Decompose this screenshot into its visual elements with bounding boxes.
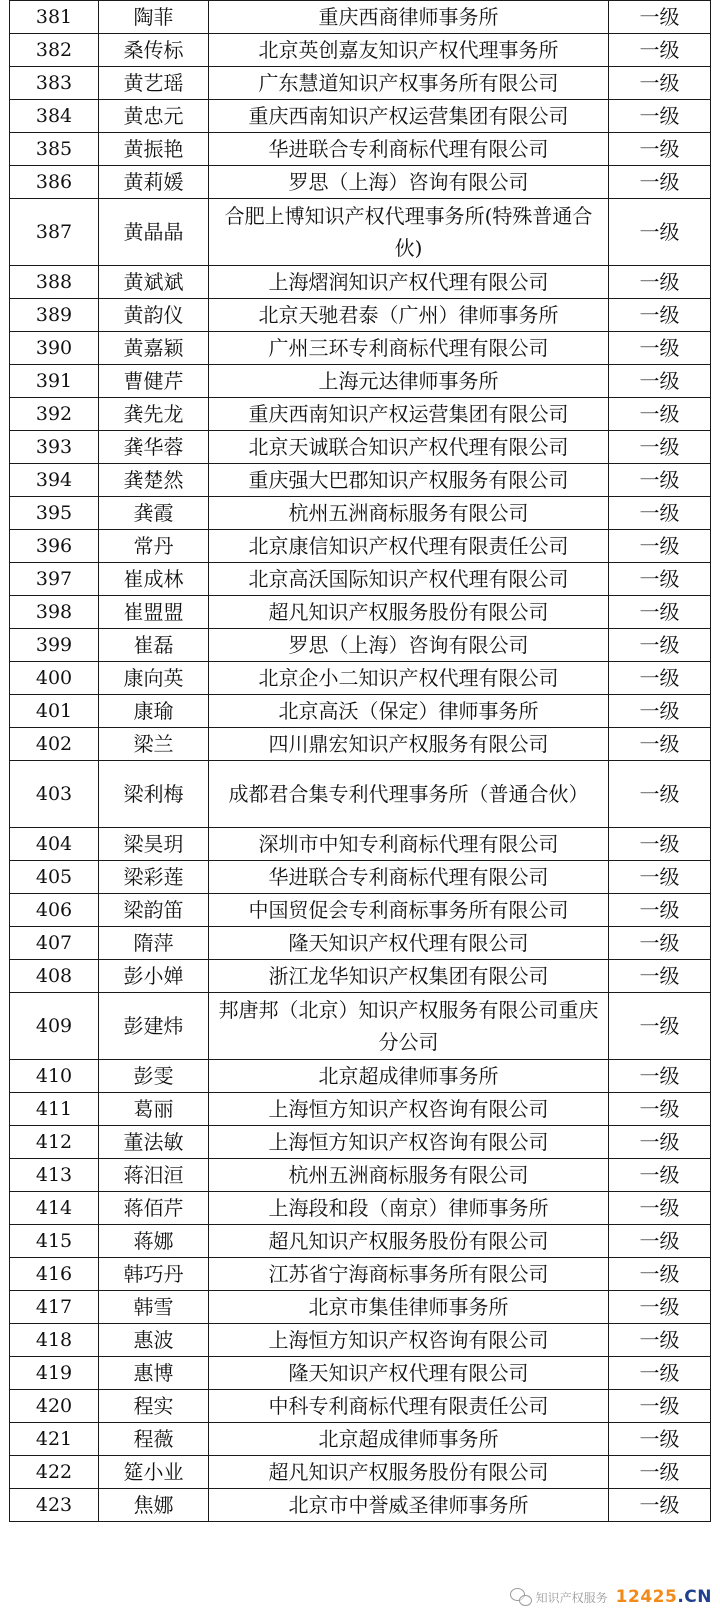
level-cell: 一级: [609, 464, 711, 497]
row-number-cell: 395: [10, 497, 99, 530]
organization-cell: 合肥上博知识产权代理事务所(特殊普通合伙): [209, 199, 609, 266]
row-number-cell: 381: [10, 1, 99, 34]
organization-cell: 罗思（上海）咨询有限公司: [209, 166, 609, 199]
organization-cell: 上海恒方知识产权咨询有限公司: [209, 1126, 609, 1159]
table-row: [10, 596, 711, 629]
member-name-cell: 黄莉媛: [99, 166, 209, 199]
row-number-cell: 411: [10, 1093, 99, 1126]
level-cell: 一级: [609, 1192, 711, 1225]
table-row: [10, 563, 711, 596]
organization-cell: 华进联合专利商标代理有限公司: [209, 861, 609, 894]
member-name-cell: 惠博: [99, 1357, 209, 1390]
member-name-cell: 龚霞: [99, 497, 209, 530]
table-row: [10, 1390, 711, 1423]
organization-cell: 北京市中誉威圣律师事务所: [209, 1489, 609, 1522]
table-row: [10, 398, 711, 431]
row-number-cell: 388: [10, 266, 99, 299]
member-name-cell: 蒋汨洹: [99, 1159, 209, 1192]
member-name-cell: 常丹: [99, 530, 209, 563]
organization-cell: 重庆西商律师事务所: [209, 1, 609, 34]
level-cell: 一级: [609, 563, 711, 596]
organization-cell: 华进联合专利商标代理有限公司: [209, 133, 609, 166]
row-number-cell: 383: [10, 67, 99, 100]
member-name-cell: 董法敏: [99, 1126, 209, 1159]
member-name-cell: 韩雪: [99, 1291, 209, 1324]
row-number-cell: 408: [10, 960, 99, 993]
organization-cell: 浙江龙华知识产权集团有限公司: [209, 960, 609, 993]
level-cell: 一级: [609, 993, 711, 1060]
row-number-cell: 389: [10, 299, 99, 332]
wechat-icon: [510, 1588, 532, 1606]
row-number-cell: 398: [10, 596, 99, 629]
organization-cell: 超凡知识产权服务股份有限公司: [209, 1225, 609, 1258]
table-row: [10, 431, 711, 464]
row-number-cell: 412: [10, 1126, 99, 1159]
table-row: [10, 1291, 711, 1324]
level-cell: 一级: [609, 332, 711, 365]
table-row: [10, 1225, 711, 1258]
logo-number: 12425: [615, 1587, 678, 1607]
member-name-cell: 彭建炜: [99, 993, 209, 1060]
level-cell: 一级: [609, 1357, 711, 1390]
member-name-cell: 梁韵笛: [99, 894, 209, 927]
row-number-cell: 421: [10, 1423, 99, 1456]
table-row: [10, 332, 711, 365]
row-number-cell: 409: [10, 993, 99, 1060]
row-number-cell: 405: [10, 861, 99, 894]
table-row: [10, 695, 711, 728]
level-cell: 一级: [609, 199, 711, 266]
member-name-cell: 彭雯: [99, 1060, 209, 1093]
organization-cell: 罗思（上海）咨询有限公司: [209, 629, 609, 662]
member-name-cell: 梁彩莲: [99, 861, 209, 894]
row-number-cell: 384: [10, 100, 99, 133]
member-table-sheet: [9, 0, 710, 1522]
organization-cell: 四川鼎宏知识产权服务有限公司: [209, 728, 609, 761]
table-row: [10, 1258, 711, 1291]
table-row: [10, 67, 711, 100]
table-row: [10, 1093, 711, 1126]
organization-cell: 北京超成律师事务所: [209, 1060, 609, 1093]
organization-cell: 上海恒方知识产权咨询有限公司: [209, 1324, 609, 1357]
organization-cell: 隆天知识产权代理有限公司: [209, 1357, 609, 1390]
level-cell: 一级: [609, 1423, 711, 1456]
row-number-cell: 407: [10, 927, 99, 960]
row-number-cell: 385: [10, 133, 99, 166]
row-number-cell: 393: [10, 431, 99, 464]
row-number-cell: 402: [10, 728, 99, 761]
level-cell: 一级: [609, 299, 711, 332]
member-name-cell: 梁兰: [99, 728, 209, 761]
organization-cell: 上海熠润知识产权代理有限公司: [209, 266, 609, 299]
table-row: [10, 497, 711, 530]
member-name-cell: 康向英: [99, 662, 209, 695]
organization-cell: 江苏省宁海商标事务所有限公司: [209, 1258, 609, 1291]
organization-cell: 隆天知识产权代理有限公司: [209, 927, 609, 960]
level-cell: 一级: [609, 266, 711, 299]
organization-cell: 上海段和段（南京）律师事务所: [209, 1192, 609, 1225]
row-number-cell: 404: [10, 828, 99, 861]
organization-cell: 北京高沃国际知识产权代理有限公司: [209, 563, 609, 596]
member-name-cell: 葛丽: [99, 1093, 209, 1126]
member-name-cell: 黄振艳: [99, 133, 209, 166]
member-name-cell: 康瑜: [99, 695, 209, 728]
organization-cell: 北京康信知识产权代理有限责任公司: [209, 530, 609, 563]
table-row: [10, 662, 711, 695]
row-number-cell: 399: [10, 629, 99, 662]
row-number-cell: 417: [10, 1291, 99, 1324]
watermark: [510, 1587, 712, 1607]
table-row: [10, 1324, 711, 1357]
table-row: [10, 199, 711, 266]
row-number-cell: 419: [10, 1357, 99, 1390]
member-name-cell: 黄韵仪: [99, 299, 209, 332]
organization-cell: 北京超成律师事务所: [209, 1423, 609, 1456]
row-number-cell: 394: [10, 464, 99, 497]
table-row: [10, 1192, 711, 1225]
row-number-cell: 418: [10, 1324, 99, 1357]
member-name-cell: 惠波: [99, 1324, 209, 1357]
member-name-cell: 黄嘉颖: [99, 332, 209, 365]
organization-cell: 广州三环专利商标代理有限公司: [209, 332, 609, 365]
table-row: [10, 927, 711, 960]
table-row: [10, 1357, 711, 1390]
level-cell: 一级: [609, 1324, 711, 1357]
table-row: [10, 1423, 711, 1456]
table-row: [10, 166, 711, 199]
member-name-cell: 程实: [99, 1390, 209, 1423]
organization-cell: 上海元达律师事务所: [209, 365, 609, 398]
member-name-cell: 曹健芹: [99, 365, 209, 398]
row-number-cell: 397: [10, 563, 99, 596]
table-row: [10, 1456, 711, 1489]
site-logo: [616, 1587, 712, 1607]
level-cell: 一级: [609, 1093, 711, 1126]
row-number-cell: 401: [10, 695, 99, 728]
level-cell: 一级: [609, 1456, 711, 1489]
organization-cell: 超凡知识产权服务股份有限公司: [209, 596, 609, 629]
row-number-cell: 396: [10, 530, 99, 563]
level-cell: 一级: [609, 1258, 711, 1291]
organization-cell: 深圳市中知专利商标代理有限公司: [209, 828, 609, 861]
level-cell: 一级: [609, 431, 711, 464]
table-row: [10, 299, 711, 332]
table-row: [10, 100, 711, 133]
row-number-cell: 406: [10, 894, 99, 927]
level-cell: 一级: [609, 828, 711, 861]
row-number-cell: 414: [10, 1192, 99, 1225]
level-cell: 一级: [609, 1126, 711, 1159]
watermark-text: 知识产权服务: [535, 1590, 608, 1605]
member-name-cell: 蒋佰芹: [99, 1192, 209, 1225]
organization-cell: 上海恒方知识产权咨询有限公司: [209, 1093, 609, 1126]
member-name-cell: 黄斌斌: [99, 266, 209, 299]
level-cell: 一级: [609, 861, 711, 894]
level-cell: 一级: [609, 67, 711, 100]
member-name-cell: 蒋娜: [99, 1225, 209, 1258]
member-table-body: [10, 1, 711, 1522]
table-row: [10, 1126, 711, 1159]
member-name-cell: 桑传标: [99, 34, 209, 67]
member-name-cell: 程薇: [99, 1423, 209, 1456]
member-name-cell: 龚华蓉: [99, 431, 209, 464]
member-name-cell: 黄艺瑶: [99, 67, 209, 100]
row-number-cell: 413: [10, 1159, 99, 1192]
row-number-cell: 415: [10, 1225, 99, 1258]
level-cell: 一级: [609, 34, 711, 67]
member-name-cell: 筵小业: [99, 1456, 209, 1489]
level-cell: 一级: [609, 695, 711, 728]
level-cell: 一级: [609, 1390, 711, 1423]
member-name-cell: 梁利梅: [99, 761, 209, 828]
level-cell: 一级: [609, 166, 711, 199]
level-cell: 一级: [609, 629, 711, 662]
level-cell: 一级: [609, 894, 711, 927]
row-number-cell: 391: [10, 365, 99, 398]
organization-cell: 北京天驰君泰（广州）律师事务所: [209, 299, 609, 332]
level-cell: 一级: [609, 365, 711, 398]
organization-cell: 北京市集佳律师事务所: [209, 1291, 609, 1324]
table-row: [10, 1060, 711, 1093]
organization-cell: 中科专利商标代理有限责任公司: [209, 1390, 609, 1423]
level-cell: 一级: [609, 133, 711, 166]
level-cell: 一级: [609, 596, 711, 629]
level-cell: 一级: [609, 1060, 711, 1093]
table-row: [10, 894, 711, 927]
level-cell: 一级: [609, 497, 711, 530]
table-row: [10, 133, 711, 166]
organization-cell: 北京天诚联合知识产权代理有限公司: [209, 431, 609, 464]
row-number-cell: 403: [10, 761, 99, 828]
member-name-cell: 韩巧丹: [99, 1258, 209, 1291]
row-number-cell: 390: [10, 332, 99, 365]
table-row: [10, 629, 711, 662]
table-row: [10, 34, 711, 67]
level-cell: 一级: [609, 728, 711, 761]
row-number-cell: 386: [10, 166, 99, 199]
table-row: [10, 1, 711, 34]
row-number-cell: 382: [10, 34, 99, 67]
organization-cell: 中国贸促会专利商标事务所有限公司: [209, 894, 609, 927]
table-row: [10, 1159, 711, 1192]
level-cell: 一级: [609, 927, 711, 960]
row-number-cell: 400: [10, 662, 99, 695]
organization-cell: 邦唐邦（北京）知识产权服务有限公司重庆分公司: [209, 993, 609, 1060]
member-name-cell: 崔成林: [99, 563, 209, 596]
table-row: [10, 464, 711, 497]
member-name-cell: 龚先龙: [99, 398, 209, 431]
table-row: [10, 728, 711, 761]
level-cell: 一级: [609, 1159, 711, 1192]
table-row: [10, 828, 711, 861]
member-name-cell: 陶菲: [99, 1, 209, 34]
table-row: [10, 266, 711, 299]
organization-cell: 重庆西南知识产权运营集团有限公司: [209, 100, 609, 133]
level-cell: 一级: [609, 1225, 711, 1258]
table-row: [10, 1489, 711, 1522]
organization-cell: 北京高沃（保定）律师事务所: [209, 695, 609, 728]
member-name-cell: 梁昊玥: [99, 828, 209, 861]
table-row: [10, 761, 711, 828]
organization-cell: 杭州五洲商标服务有限公司: [209, 1159, 609, 1192]
member-name-cell: 焦娜: [99, 1489, 209, 1522]
level-cell: 一级: [609, 100, 711, 133]
member-name-cell: 崔盟盟: [99, 596, 209, 629]
member-table: [9, 0, 711, 1522]
organization-cell: 重庆西南知识产权运营集团有限公司: [209, 398, 609, 431]
level-cell: 一级: [609, 960, 711, 993]
member-name-cell: 隋萍: [99, 927, 209, 960]
organization-cell: 成都君合集专利代理事务所（普通合伙）: [209, 761, 609, 828]
row-number-cell: 420: [10, 1390, 99, 1423]
organization-cell: 北京英创嘉友知识产权代理事务所: [209, 34, 609, 67]
row-number-cell: 422: [10, 1456, 99, 1489]
table-row: [10, 960, 711, 993]
level-cell: 一级: [609, 530, 711, 563]
row-number-cell: 423: [10, 1489, 99, 1522]
table-row: [10, 861, 711, 894]
level-cell: 一级: [609, 1, 711, 34]
table-row: [10, 365, 711, 398]
organization-cell: 杭州五洲商标服务有限公司: [209, 497, 609, 530]
row-number-cell: 387: [10, 199, 99, 266]
level-cell: 一级: [609, 398, 711, 431]
table-row: [10, 993, 711, 1060]
member-name-cell: 龚楚然: [99, 464, 209, 497]
organization-cell: 广东慧道知识产权事务所有限公司: [209, 67, 609, 100]
row-number-cell: 416: [10, 1258, 99, 1291]
organization-cell: 重庆强大巴郡知识产权服务有限公司: [209, 464, 609, 497]
row-number-cell: 392: [10, 398, 99, 431]
organization-cell: 北京企小二知识产权代理有限公司: [209, 662, 609, 695]
member-name-cell: 崔磊: [99, 629, 209, 662]
row-number-cell: 410: [10, 1060, 99, 1093]
level-cell: 一级: [609, 1291, 711, 1324]
organization-cell: 超凡知识产权服务股份有限公司: [209, 1456, 609, 1489]
logo-domain: .CN: [677, 1587, 712, 1607]
table-row: [10, 530, 711, 563]
member-name-cell: 彭小婵: [99, 960, 209, 993]
level-cell: 一级: [609, 761, 711, 828]
member-name-cell: 黄忠元: [99, 100, 209, 133]
member-name-cell: 黄晶晶: [99, 199, 209, 266]
level-cell: 一级: [609, 1489, 711, 1522]
level-cell: 一级: [609, 662, 711, 695]
